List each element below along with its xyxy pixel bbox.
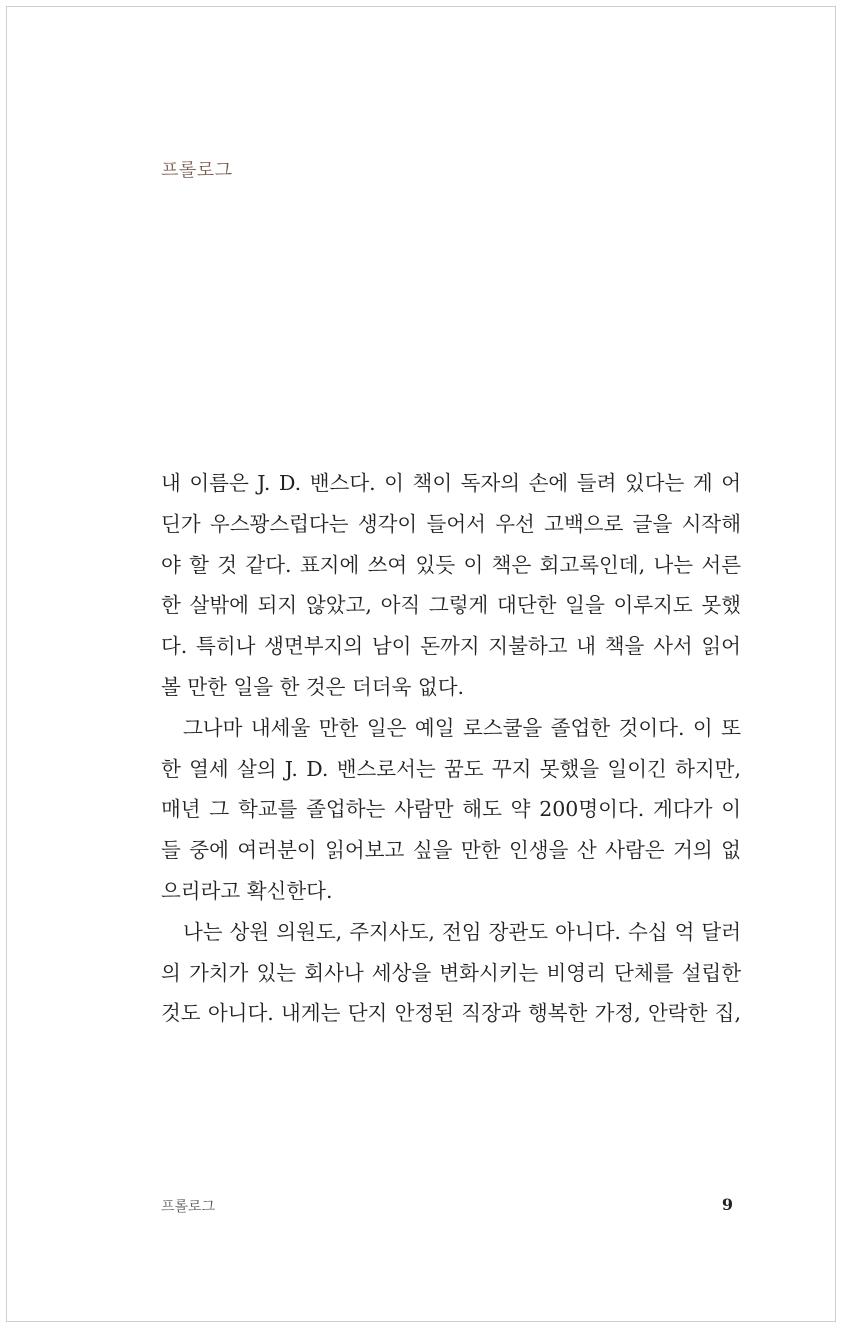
text-line: 것도 아니다. 내게는 단지 안정된 직장과 행복한 가정, 안락한 집, [161, 1001, 741, 1026]
text-line: 들 중에 여러분이 읽어보고 싶을 만한 인생을 산 사람은 거의 없 [161, 838, 741, 863]
running-footer-title: 프롤로그 [161, 1199, 216, 1215]
page-number: 9 [721, 1195, 733, 1214]
text-line: 내 이름은 J. D. 밴스다. 이 책이 독자의 손에 들려 있다는 게 어 [161, 471, 741, 495]
text-line: 한 살밖에 되지 않았고, 아직 그렇게 대단한 일을 이루지도 못했 [161, 593, 741, 618]
chapter-title: 프롤로그 [161, 160, 233, 181]
text-line: 한 열세 살의 J. D. 밴스로서는 꿈도 꾸지 못했을 일이긴 하지만, [161, 756, 741, 781]
text-line: 딘가 우스꽝스럽다는 생각이 들어서 우선 고백으로 글을 시작해 [161, 511, 741, 536]
paragraph-1 [161, 463, 741, 708]
text-line: 볼 만한 일을 한 것은 더더욱 없다. [161, 674, 465, 699]
text-line: 야 할 것 같다. 표지에 쓰여 있듯 이 책은 회고록인데, 나는 서른 [161, 552, 741, 577]
text-line: 매년 그 학교를 졸업하는 사람만 해도 약 200명이다. 게다가 이 [161, 797, 741, 822]
text-line: 나는 상원 의원도, 주지사도, 전임 장관도 아니다. 수십 억 달러 [183, 919, 741, 944]
book-page [6, 6, 836, 1322]
body-text [161, 463, 741, 1034]
text-line: 다. 특히나 생면부지의 남이 돈까지 지불하고 내 책을 사서 읽어 [161, 634, 741, 659]
text-line: 의 가치가 있는 회사나 세상을 변화시키는 비영리 단체를 설립한 [161, 960, 741, 985]
paragraph-3 [161, 912, 741, 1034]
text-line: 으리라고 확신한다. [161, 878, 333, 903]
text-line: 그나마 내세울 만한 일은 예일 로스쿨을 졸업한 것이다. 이 또 [183, 715, 741, 740]
paragraph-2 [161, 708, 741, 912]
